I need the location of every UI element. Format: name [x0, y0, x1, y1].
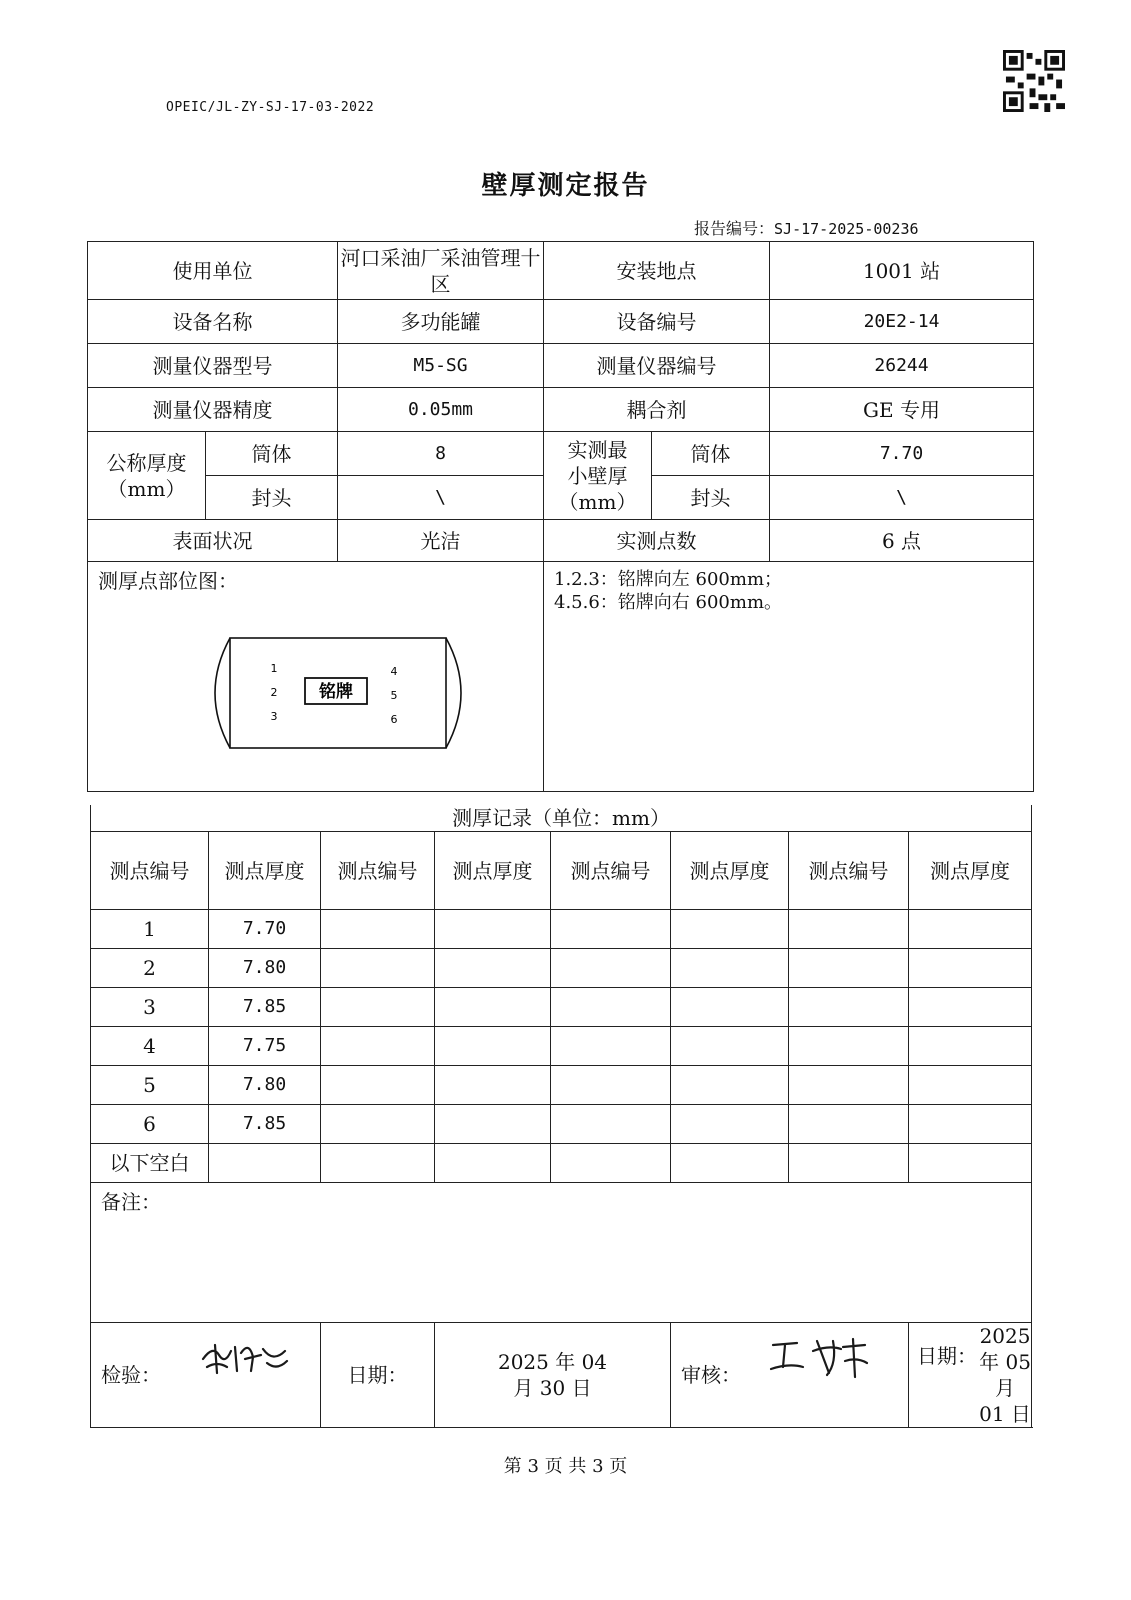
tank-right-head: [446, 638, 461, 748]
couplant-value: GE 专用: [770, 388, 1034, 432]
remarks-label: 备注：: [101, 1190, 161, 1214]
point-no-cell: 5: [91, 1066, 209, 1105]
min-head-value: \: [770, 476, 1034, 520]
points-count-label: 实测点数: [544, 520, 770, 562]
nominal-thickness-label: [88, 432, 206, 520]
note-line-1: 1.2.3：铭牌向左 600mm；: [554, 569, 783, 590]
col-header-thickness: 测点厚度: [209, 832, 321, 910]
point-no-cell: 6: [91, 1105, 209, 1144]
thickness-cell: 7.85: [209, 988, 321, 1027]
report-number-label: 报告编号：: [694, 219, 775, 238]
record-title: 测厚记录（单位：mm）: [91, 805, 1032, 832]
nominal-head-value: \: [338, 476, 544, 520]
point-6-label: 6: [390, 713, 398, 726]
point-no-cell: 1: [91, 910, 209, 949]
col-header-point-no: 测点编号: [551, 832, 671, 910]
inspect-date-label: 日期：: [321, 1323, 435, 1428]
use-unit-value: 河口采油厂采油管理十区: [338, 242, 544, 300]
nameplate-text: 铭牌: [319, 682, 353, 702]
use-unit-label: 使用单位: [88, 242, 338, 300]
diagram-cell: [88, 562, 544, 792]
thickness-record-table: [90, 805, 1032, 1428]
nominal-shell-value: 8: [338, 432, 544, 476]
equipment-no-label: 设备编号: [544, 300, 770, 344]
diagram-label: 测厚点部位图：: [98, 569, 238, 593]
qr-code-icon: [1003, 50, 1065, 112]
point-no-cell: 4: [91, 1027, 209, 1066]
thickness-cell: 7.75: [209, 1027, 321, 1066]
min-head-label: 封头: [652, 476, 770, 520]
nominal-label-line2: （mm）: [107, 476, 186, 501]
min-thickness-label: [544, 432, 652, 520]
precision-value: 0.05mm: [338, 388, 544, 432]
reviewer-cell: [671, 1323, 909, 1428]
point-4-label: 4: [390, 665, 398, 678]
couplant-label: 耦合剂: [544, 388, 770, 432]
min-label-line1: 实测最: [567, 437, 628, 462]
thickness-cell: 7.85: [209, 1105, 321, 1144]
col-header-thickness: 测点厚度: [435, 832, 551, 910]
point-1-label: 1: [270, 662, 278, 675]
review-date-cell: [909, 1323, 1032, 1428]
min-shell-label: 筒体: [652, 432, 770, 476]
thickness-cell: 7.80: [209, 1066, 321, 1105]
inspect-date-line1: 2025 年 04: [497, 1350, 608, 1374]
report-number: [694, 216, 919, 239]
tank-diagram: [208, 630, 468, 756]
page-number: 第 3 页 共 3 页: [503, 1456, 628, 1477]
instrument-model-label: 测量仪器型号: [88, 344, 338, 388]
reviewer-signature: [767, 1333, 877, 1379]
surface-label: 表面状况: [88, 520, 338, 562]
min-label-line2: 小壁厚: [567, 463, 628, 488]
info-table: [87, 241, 1034, 792]
inspector-label: 检验：: [101, 1363, 161, 1387]
install-site-label: 安装地点: [544, 242, 770, 300]
table-row: [91, 1105, 1032, 1144]
instrument-no-label: 测量仪器编号: [544, 344, 770, 388]
review-date-value: [909, 1323, 1031, 1427]
table-row: [91, 1144, 1032, 1183]
instrument-model-value: M5-SG: [338, 344, 544, 388]
precision-label: 测量仪器精度: [88, 388, 338, 432]
col-header-point-no: 测点编号: [789, 832, 909, 910]
reviewer-label: 审核：: [681, 1363, 741, 1387]
table-row: [91, 1027, 1032, 1066]
thickness-cell: 7.80: [209, 949, 321, 988]
tank-left-head: [215, 638, 230, 748]
inspector-cell: [91, 1323, 321, 1428]
min-shell-value: 7.70: [770, 432, 1034, 476]
equipment-name-value: 多功能罐: [338, 300, 544, 344]
point-no-cell: 3: [91, 988, 209, 1027]
instrument-no-value: 26244: [770, 344, 1034, 388]
point-no-cell: 2: [91, 949, 209, 988]
inspect-date-line2: 月 30 日: [513, 1376, 592, 1400]
nominal-label-line1: 公称厚度: [106, 450, 187, 475]
review-date-line1: 2025 年 05 月: [979, 1324, 1031, 1400]
report-number-value: SJ-17-2025-00236: [774, 220, 919, 238]
document-code: OPEIC/JL-ZY-SJ-17-03-2022: [166, 100, 375, 115]
point-3-label: 3: [270, 710, 278, 723]
col-header-thickness: 测点厚度: [909, 832, 1032, 910]
report-title: 壁厚测定报告: [481, 171, 650, 201]
points-count-value: 6 点: [770, 520, 1034, 562]
review-date-label: 日期：: [917, 1344, 977, 1368]
signature-row: [91, 1323, 1032, 1428]
surface-value: 光洁: [338, 520, 544, 562]
note-line-2: 4.5.6：铭牌向右 600mm。: [554, 592, 783, 614]
review-date-line2: 01 日: [979, 1402, 1031, 1426]
remarks-cell: [91, 1183, 1032, 1323]
inspector-signature: [197, 1337, 293, 1377]
table-row: [91, 949, 1032, 988]
point-2-label: 2: [270, 686, 278, 699]
nominal-shell-label: 筒体: [206, 432, 338, 476]
nominal-head-label: 封头: [206, 476, 338, 520]
table-row: [91, 1066, 1032, 1105]
equipment-no-value: 20E2-14: [770, 300, 1034, 344]
blank-below-label: 以下空白: [91, 1144, 209, 1183]
thickness-cell: 7.70: [209, 910, 321, 949]
col-header-thickness: 测点厚度: [671, 832, 789, 910]
col-header-point-no: 测点编号: [321, 832, 435, 910]
point-5-label: 5: [390, 689, 398, 702]
min-label-line3: （mm）: [558, 489, 637, 514]
diagram-notes: [544, 562, 1034, 792]
table-row: [91, 910, 1032, 949]
equipment-name-label: 设备名称: [88, 300, 338, 344]
table-row: [91, 988, 1032, 1027]
col-header-point-no: 测点编号: [91, 832, 209, 910]
inspect-date-cell: [435, 1323, 671, 1428]
install-site-value: 1001 站: [770, 242, 1034, 300]
